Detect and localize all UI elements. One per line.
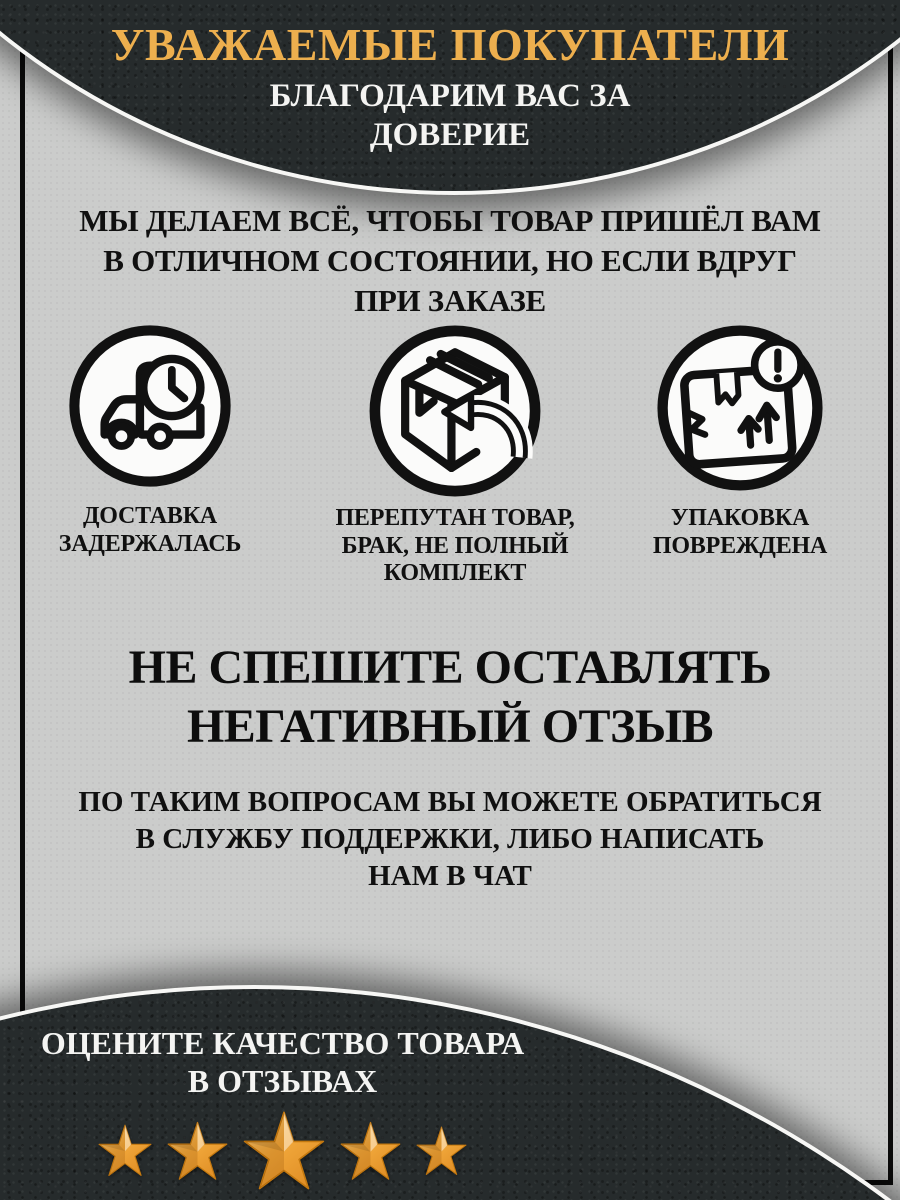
warning-line1: НЕ СПЕШИТЕ ОСТАВЛЯТЬ [128,641,772,694]
intro-line1: МЫ ДЕЛАЕМ ВСЁ, ЧТОБЫ ТОВАР ПРИШЁЛ ВАМ [79,203,821,238]
support-line1: ПО ТАКИМ ВОПРОСАМ ВЫ МОЖЕТЕ ОБРАТИТЬСЯ [78,786,822,818]
truck-clock-icon [66,322,234,490]
intro-line3: ПРИ ЗАКАЗЕ [354,283,546,318]
box-return-arrow-icon [366,322,544,500]
intro-paragraph [0,201,900,321]
issue-wrong-item [325,322,585,588]
footer [0,1024,565,1191]
star-icon [416,1125,467,1176]
rating-stars [0,1109,565,1191]
footer-line1: ОЦЕНИТЕ КАЧЕСТВО ТОВАРА [40,1025,525,1061]
damaged-package-icon [654,322,826,494]
star-icon [167,1120,228,1181]
header-title: УВАЖАЕМЫЕ ПОКУПАТЕЛИ [110,19,790,70]
header-subtitle-line2: ДОВЕРИЕ [369,117,531,153]
footer-line2: В ОТЗЫВАХ [187,1063,378,1099]
header [0,20,900,155]
header-subtitle-line1: БЛАГОДАРИМ ВАС ЗА [269,78,631,114]
support-paragraph [0,784,900,895]
intro-line2: В ОТЛИЧНОМ СОСТОЯНИИ, НО ЕСЛИ ВДРУГ [103,243,797,278]
star-icon [243,1109,325,1191]
issue-delivery-delayed [40,322,260,558]
warning-heading [0,638,900,756]
support-line2: В СЛУЖБУ ПОДДЕРЖКИ, ЛИБО НАПИСАТЬ [135,823,765,855]
issue-damaged-package-label: УПАКОВКА ПОВРЕЖДЕНА [652,505,828,559]
issue-damaged-package [620,322,860,560]
header-subtitle [0,77,900,155]
warning-line2: НЕГАТИВНЫЙ ОТЗЫВ [186,700,714,753]
issue-wrong-item-label: ПЕРЕПУТАН ТОВАР, БРАК, НЕ ПОЛНЫЙ КОМПЛЕКТ [335,505,575,586]
support-line3: НАМ В ЧАТ [368,860,532,892]
star-icon [340,1120,401,1181]
issue-delivery-label: ДОСТАВКА ЗАДЕРЖАЛАСЬ [58,503,242,557]
star-icon [98,1123,152,1177]
